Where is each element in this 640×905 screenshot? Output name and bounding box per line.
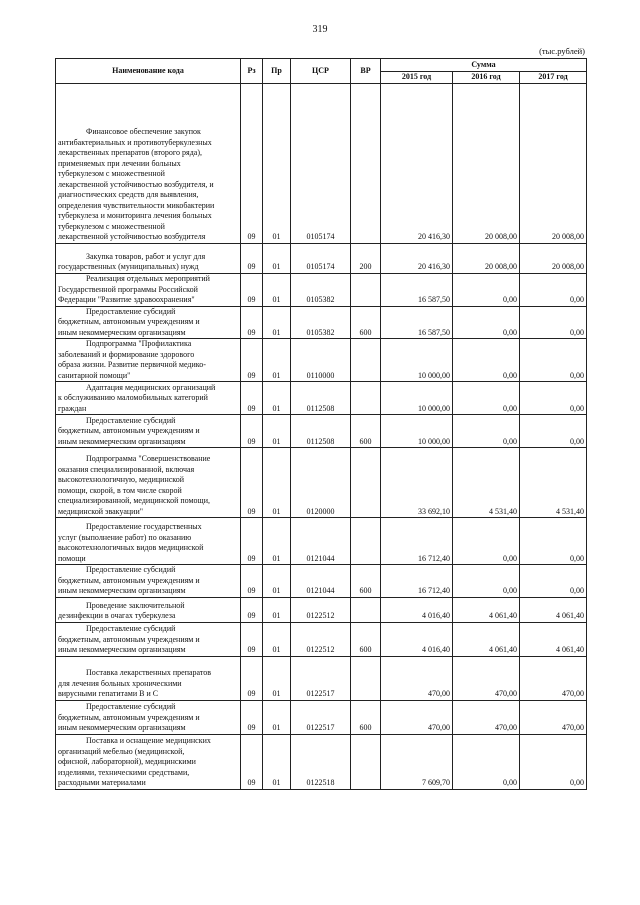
cell-y2017: 20 008,00: [520, 243, 587, 273]
cell-y2017: 4 061,40: [520, 622, 587, 656]
row-name-line: туберкулезом с множественной: [58, 221, 165, 231]
header-csr: ЦСР: [291, 59, 351, 84]
row-name-line: образа жизни. Развитие первичной медико-: [58, 360, 206, 369]
cell-y2016: 4 061,40: [453, 597, 520, 622]
row-name-line: Предоставление субсидий: [86, 415, 176, 425]
cell-pr: 01: [263, 339, 291, 382]
cell-y2015: 10 000,00: [381, 382, 453, 415]
row-name-line: лекарственной устойчивостью возбудителя, и: [58, 179, 214, 189]
cell-y2016: 4 531,40: [453, 448, 520, 518]
row-name: [56, 656, 241, 700]
row-name-line: Государственной программы Российской: [58, 284, 198, 294]
row-name-line: заболеваний и формирование здорового: [58, 349, 195, 359]
cell-csr: 0121044: [291, 518, 351, 565]
cell-vr: 600: [351, 565, 381, 598]
row-name-line: офисной, лабораторной), медицинскими: [58, 757, 196, 766]
units-label: (тыс.рублей): [539, 46, 585, 56]
row-name-line: иным некоммерческим организациям: [58, 436, 186, 446]
row-name-line: санитарной помощи": [58, 370, 131, 380]
cell-csr: 0122517: [291, 700, 351, 734]
cell-pr: 01: [263, 306, 291, 339]
row-name-line: Предоставление субсидий: [86, 565, 176, 574]
cell-pr: 01: [263, 565, 291, 598]
table-row: [56, 565, 587, 598]
cell-pr: 01: [263, 83, 291, 243]
cell-rz: 09: [241, 518, 263, 565]
cell-y2017: 0,00: [520, 382, 587, 415]
cell-pr: 01: [263, 656, 291, 700]
cell-y2016: 20 008,00: [453, 83, 520, 243]
cell-vr: [351, 83, 381, 243]
cell-csr: 0122512: [291, 597, 351, 622]
cell-y2015: 20 416,30: [381, 243, 453, 273]
cell-y2016: 0,00: [453, 565, 520, 598]
header-pr: Пр: [263, 59, 291, 84]
row-name-line: Предоставление субсидий: [86, 702, 176, 711]
row-name-line: антибактериальных и противотуберкулезных: [58, 137, 212, 147]
cell-y2015: 7 609,70: [381, 734, 453, 789]
cell-csr: 0112508: [291, 382, 351, 415]
cell-y2015: 16 712,40: [381, 518, 453, 565]
cell-csr: 0105174: [291, 243, 351, 273]
row-name: [56, 700, 241, 734]
cell-csr: 0110000: [291, 339, 351, 382]
header-name: Наименование кода: [56, 59, 241, 84]
cell-y2017: 470,00: [520, 700, 587, 734]
table-row: [56, 622, 587, 656]
table-body: [56, 83, 587, 789]
row-name-line: Предоставление государственных: [86, 522, 202, 531]
table-row: [56, 306, 587, 339]
row-name-line: Подпрограмма "Профилактика: [86, 339, 192, 348]
cell-vr: [351, 597, 381, 622]
cell-pr: 01: [263, 518, 291, 565]
row-name: [56, 597, 241, 622]
cell-y2016: 0,00: [453, 339, 520, 382]
cell-y2015: 470,00: [381, 656, 453, 700]
cell-y2017: 0,00: [520, 273, 587, 306]
cell-y2015: 470,00: [381, 700, 453, 734]
cell-y2016: 470,00: [453, 700, 520, 734]
cell-rz: 09: [241, 734, 263, 789]
table-row: [56, 339, 587, 382]
row-name: [56, 565, 241, 598]
cell-pr: 01: [263, 597, 291, 622]
row-name-line: специализированной, медицинской помощи,: [58, 496, 210, 505]
cell-rz: 09: [241, 597, 263, 622]
row-name-line: дезинфекции в очагах туберкулеза: [58, 611, 176, 620]
cell-y2015: 16 712,40: [381, 565, 453, 598]
table-row: [56, 734, 587, 789]
row-name-line: применяемых при лечении больных: [58, 158, 181, 168]
cell-y2015: 16 587,50: [381, 306, 453, 339]
cell-vr: [351, 734, 381, 789]
row-name-line: расходными материалами: [58, 778, 146, 787]
row-name: [56, 382, 241, 415]
cell-csr: 0105174: [291, 83, 351, 243]
row-name: [56, 243, 241, 273]
cell-y2015: 4 016,40: [381, 597, 453, 622]
cell-pr: 01: [263, 734, 291, 789]
cell-y2016: 0,00: [453, 273, 520, 306]
row-name-line: бюджетным, автономным учреждениям и: [58, 426, 200, 435]
row-name: [56, 339, 241, 382]
cell-y2017: 20 008,00: [520, 83, 587, 243]
row-name-line: вирусными гепатитами В и С: [58, 689, 159, 698]
cell-y2017: 4 061,40: [520, 597, 587, 622]
row-name-line: высокотехнологичную, медицинской: [58, 475, 185, 484]
cell-pr: 01: [263, 622, 291, 656]
row-name-line: лекарственных препаратов (второго ряда),: [58, 148, 202, 157]
cell-csr: 0122517: [291, 656, 351, 700]
cell-y2016: 0,00: [453, 382, 520, 415]
row-name: [56, 734, 241, 789]
cell-pr: 01: [263, 415, 291, 448]
cell-vr: [351, 382, 381, 415]
cell-pr: 01: [263, 382, 291, 415]
cell-pr: 01: [263, 448, 291, 518]
cell-vr: 200: [351, 243, 381, 273]
cell-rz: 09: [241, 243, 263, 273]
cell-vr: 600: [351, 415, 381, 448]
row-name-line: помощи, скорой, в том числе скорой: [58, 485, 182, 495]
cell-vr: [351, 273, 381, 306]
row-name: [56, 622, 241, 656]
row-name-line: высокотехнологичных видов медицинской: [58, 543, 204, 552]
cell-y2017: 4 531,40: [520, 448, 587, 518]
header-vr: ВР: [351, 59, 381, 84]
row-name-line: Предоставление субсидий: [86, 624, 176, 633]
row-name-line: к обслуживанию маломобильных категорий: [58, 393, 208, 402]
cell-rz: 09: [241, 656, 263, 700]
cell-y2015: 16 587,50: [381, 273, 453, 306]
row-name-line: бюджетным, автономным учреждениям и: [58, 317, 200, 326]
cell-rz: 09: [241, 306, 263, 339]
row-name-line: медицинской эвакуации": [58, 506, 143, 516]
row-name-line: Реализация отдельных мероприятий: [86, 274, 210, 283]
cell-pr: 01: [263, 273, 291, 306]
header-2015: 2015 год: [381, 72, 453, 84]
row-name-line: бюджетным, автономным учреждениям и: [58, 634, 200, 644]
table-row: [56, 273, 587, 306]
cell-y2017: 0,00: [520, 734, 587, 789]
table-row: [56, 382, 587, 415]
cell-csr: 0122518: [291, 734, 351, 789]
cell-y2015: 20 416,30: [381, 83, 453, 243]
cell-rz: 09: [241, 565, 263, 598]
row-name-line: диагностических средств для выявления,: [58, 190, 199, 199]
header-rz: Рз: [241, 59, 263, 84]
row-name-line: Адаптация медицинских организаций: [86, 382, 216, 392]
cell-csr: 0105382: [291, 306, 351, 339]
row-name-line: Финансовое обеспечение закупок: [86, 127, 201, 136]
cell-vr: 600: [351, 306, 381, 339]
cell-csr: 0121044: [291, 565, 351, 598]
row-name-line: Проведение заключительной: [86, 600, 185, 610]
cell-rz: 09: [241, 382, 263, 415]
cell-y2016: 0,00: [453, 415, 520, 448]
cell-vr: [351, 339, 381, 382]
row-name-line: помощи: [58, 553, 86, 563]
row-name-line: государственных (муниципальных) нужд: [58, 262, 199, 271]
row-name-line: лекарственной устойчивостью возбудителя: [58, 232, 206, 241]
row-name: [56, 306, 241, 339]
table-row: [56, 448, 587, 518]
page-number: 319: [312, 24, 328, 35]
cell-rz: 09: [241, 622, 263, 656]
header-sum: Сумма: [381, 59, 587, 72]
row-name-line: определения чувствительности микобактерии: [58, 200, 215, 210]
cell-rz: 09: [241, 700, 263, 734]
row-name-line: Поставка и оснащение медицинских: [86, 736, 211, 745]
cell-y2015: 10 000,00: [381, 415, 453, 448]
cell-rz: 09: [241, 83, 263, 243]
row-name-line: туберкулеза и мониторинга лечения больных: [58, 211, 212, 220]
row-name-line: Подпрограмма "Совершенствование: [86, 454, 211, 463]
table-row: [56, 83, 587, 243]
cell-csr: 0112508: [291, 415, 351, 448]
cell-y2016: 4 061,40: [453, 622, 520, 656]
cell-y2016: 20 008,00: [453, 243, 520, 273]
header-2016: 2016 год: [453, 72, 520, 84]
cell-csr: 0105382: [291, 273, 351, 306]
table-row: [56, 656, 587, 700]
cell-pr: 01: [263, 700, 291, 734]
cell-rz: 09: [241, 448, 263, 518]
cell-y2015: 4 016,40: [381, 622, 453, 656]
cell-y2017: 0,00: [520, 565, 587, 598]
cell-y2016: 0,00: [453, 306, 520, 339]
cell-rz: 09: [241, 273, 263, 306]
row-name-line: бюджетным, автономным учреждениям и: [58, 712, 200, 722]
row-name-line: Предоставление субсидий: [86, 306, 176, 316]
row-name-line: бюджетным, автономным учреждениям и: [58, 575, 200, 585]
row-name: [56, 83, 241, 243]
row-name-line: иным некоммерческим организациям: [58, 586, 186, 595]
table-row: [56, 700, 587, 734]
cell-y2017: 0,00: [520, 339, 587, 382]
cell-vr: [351, 448, 381, 518]
row-name-line: Поставка лекарственных препаратов: [86, 668, 212, 677]
cell-y2016: 0,00: [453, 518, 520, 565]
row-name-line: Федерации "Развитие здравоохранения": [58, 295, 195, 304]
row-name-line: граждан: [58, 403, 87, 413]
row-name-line: услуг (выполнение работ) по оказанию: [58, 532, 192, 542]
row-name-line: изделиями, техническими средствами,: [58, 767, 190, 777]
cell-rz: 09: [241, 339, 263, 382]
cell-y2015: 33 692,10: [381, 448, 453, 518]
cell-y2015: 10 000,00: [381, 339, 453, 382]
cell-rz: 09: [241, 415, 263, 448]
budget-table: [55, 58, 587, 790]
cell-y2016: 0,00: [453, 734, 520, 789]
row-name-line: организаций мебелью (медицинской,: [58, 746, 185, 756]
cell-csr: 0120000: [291, 448, 351, 518]
table-row: [56, 518, 587, 565]
row-name-line: иным некоммерческим организациям: [58, 723, 186, 732]
row-name: [56, 448, 241, 518]
row-name-line: иным некоммерческим организациям: [58, 327, 186, 337]
row-name: [56, 273, 241, 306]
cell-vr: [351, 656, 381, 700]
cell-vr: [351, 518, 381, 565]
cell-vr: 600: [351, 700, 381, 734]
cell-vr: 600: [351, 622, 381, 656]
cell-y2016: 470,00: [453, 656, 520, 700]
row-name-line: иным некоммерческим организациям: [58, 645, 186, 654]
cell-y2017: 0,00: [520, 518, 587, 565]
row-name-line: оказания специализированной, включая: [58, 464, 195, 474]
row-name: [56, 415, 241, 448]
table-row: [56, 597, 587, 622]
row-name-line: туберкулезом с множественной: [58, 169, 165, 178]
row-name-line: для лечения больных хроническими: [58, 678, 182, 688]
row-name-line: Закупка товаров, работ и услуг для: [86, 251, 206, 261]
cell-pr: 01: [263, 243, 291, 273]
cell-y2017: 0,00: [520, 306, 587, 339]
cell-y2017: 470,00: [520, 656, 587, 700]
header-2017: 2017 год: [520, 72, 587, 84]
cell-csr: 0122512: [291, 622, 351, 656]
table-row: [56, 243, 587, 273]
table-row: [56, 415, 587, 448]
cell-y2017: 0,00: [520, 415, 587, 448]
row-name: [56, 518, 241, 565]
